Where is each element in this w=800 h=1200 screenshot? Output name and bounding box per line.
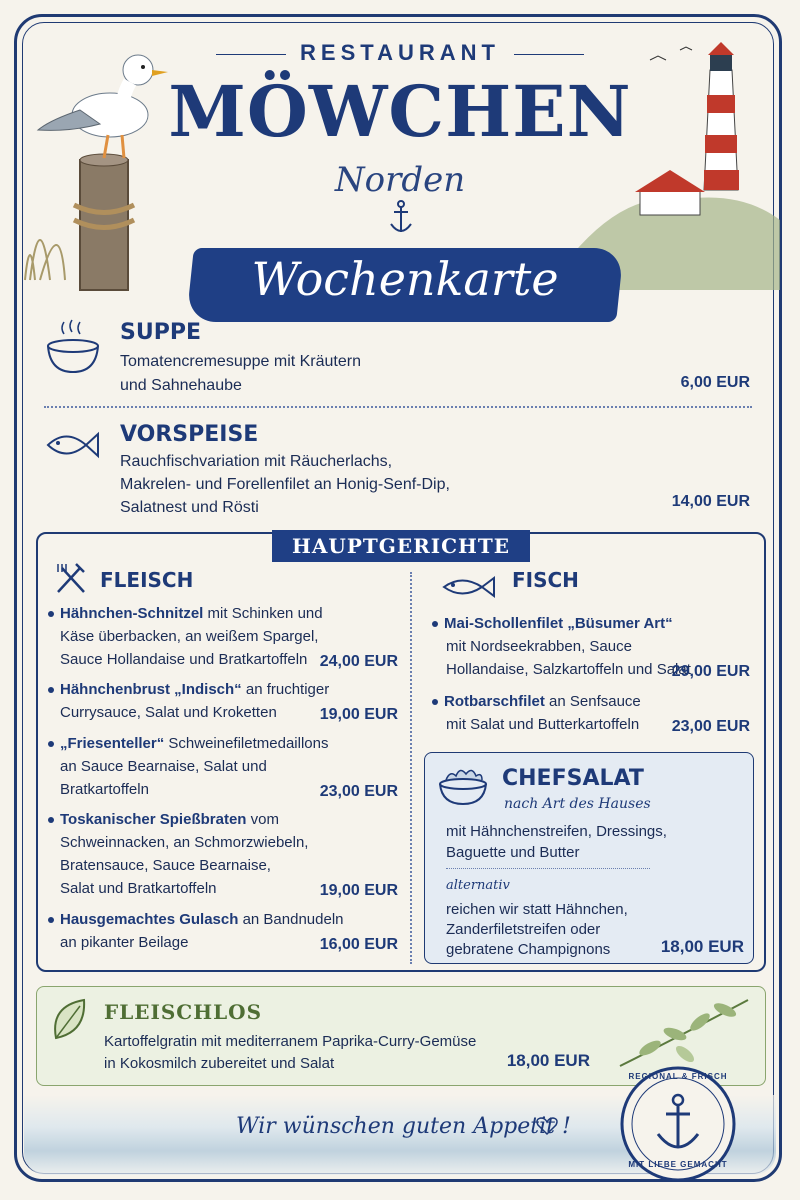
- fish-icon: [440, 574, 496, 600]
- fork-knife-icon: [54, 562, 88, 596]
- suppe-line2: und Sahnehaube: [120, 377, 242, 394]
- section-divider: [44, 406, 752, 408]
- dish-item: Hähnchenbrust „Indisch“ an fruchtiger Currysauce, Salat und Kroketten 19,00 EUR: [48, 678, 398, 724]
- fleischlos-line2: in Kokosmilch zubereitet und Salat: [104, 1055, 335, 1072]
- chefsalat-alt3: gebratene Champignons: [446, 941, 611, 958]
- vorspeise-line3: Salatnest und Rösti: [120, 499, 259, 516]
- restaurant-label: RESTAURANT: [0, 40, 800, 66]
- banner-title: Wochenkarte: [251, 252, 559, 306]
- suppe-price: 6,00 EUR: [680, 374, 750, 391]
- leaf-icon: [50, 996, 88, 1042]
- greeting-text: Wir wünschen guten Appetit !: [236, 1114, 571, 1139]
- location-subtitle: Norden: [334, 160, 466, 200]
- bullet: [48, 687, 54, 693]
- brand-title: MÖWCHEN: [168, 70, 632, 153]
- chefsalat-alt-label: alternativ: [446, 878, 510, 893]
- bullet: [432, 699, 438, 705]
- suppe-line1: Tomatencremesuppe mit Kräutern: [120, 353, 361, 370]
- dish-price: 19,00 EUR: [319, 706, 398, 723]
- bullet: [48, 611, 54, 617]
- chefsalat-title: CHEFSALAT: [502, 766, 644, 791]
- fleischlos-line1: Kartoffelgratin mit mediterranem Paprika-Curry-Gemüse: [104, 1033, 477, 1050]
- dish-item: Hähnchen-Schnitzel mit Schinken und Käse überbacken, an weißem Spargel, Sauce Hollandaise und Bratkartoffeln 24,00 EUR: [48, 602, 398, 671]
- bullet: [48, 917, 54, 923]
- fish-icon: [44, 428, 100, 462]
- chefsalat-line1: mit Hähnchenstreifen, Dressings,: [446, 823, 667, 840]
- dish-item: Hausgemachtes Gulasch an Bandnudeln an pikanter Beilage 16,00 EUR: [48, 908, 398, 954]
- anchor-icon: [390, 200, 412, 236]
- suppe-title: SUPPE: [120, 320, 201, 345]
- bullet: [48, 817, 54, 823]
- dish-item: Toskanischer Spießbraten vom Schweinnacken, an Schmorzwiebeln, Bratensauce, Sauce Bearnaise, Salat und Bratkartoffeln 19,00 EUR: [48, 808, 398, 900]
- fleischlos-title: FLEISCHLOS: [104, 1000, 263, 1024]
- dish-price: 24,00 EUR: [319, 653, 398, 670]
- dish-price: 23,00 EUR: [671, 718, 750, 735]
- chefsalat-subtitle: nach Art des Hauses: [504, 796, 651, 812]
- main-dishes-label: HAUPTGERICHTE: [272, 530, 530, 562]
- bullet: [48, 741, 54, 747]
- vorspeise-price: 14,00 EUR: [671, 493, 750, 510]
- vorspeise-line1: Rauchfischvariation mit Räucherlachs,: [120, 453, 393, 470]
- fleisch-title: FLEISCH: [100, 568, 194, 592]
- soup-bowl-icon: [46, 318, 100, 376]
- stamp-top-text: REGIONAL & FRISCH: [628, 1072, 728, 1081]
- dish-item: Rotbarschfilet an Senfsauce mit Salat und Butterkartoffeln 23,00 EUR: [432, 690, 750, 736]
- dish-price: 19,00 EUR: [319, 882, 398, 899]
- vorspeise-line2: Makrelen- und Forellenfilet an Honig-Senf-Dip,: [120, 476, 450, 493]
- chefsalat-price: 18,00 EUR: [660, 937, 744, 956]
- dish-item: Mai-Schollenfilet „Büsumer Art“ mit Nordseekrabben, Sauce Hollandaise, Salzkartoffeln und Salat 29,00 EUR: [432, 612, 750, 681]
- bullet: [432, 621, 438, 627]
- dish-price: 23,00 EUR: [319, 783, 398, 800]
- chefsalat-alt2: Zanderfiletstreifen oder: [446, 921, 601, 938]
- dish-item: „Friesenteller“ Schweinefiletmedaillons an Sauce Bearnaise, Salat und Bratkartoffeln 23,00 EUR: [48, 732, 398, 801]
- column-divider: [410, 572, 412, 964]
- dish-price: 29,00 EUR: [671, 663, 750, 680]
- chefsalat-divider: [446, 868, 650, 869]
- fleischlos-price: 18,00 EUR: [506, 1051, 590, 1070]
- stamp-bottom-text: MIT LIEBE GEMACHT: [628, 1160, 728, 1169]
- heart-icon: [536, 1116, 558, 1136]
- chefsalat-line2: Baguette und Butter: [446, 844, 580, 861]
- salad-bowl-icon: [438, 766, 488, 806]
- vorspeise-title: VORSPEISE: [120, 422, 259, 447]
- fisch-title: FISCH: [512, 568, 579, 592]
- chefsalat-alt1: reichen wir statt Hähnchen,: [446, 901, 628, 918]
- dish-price: 16,00 EUR: [319, 936, 398, 953]
